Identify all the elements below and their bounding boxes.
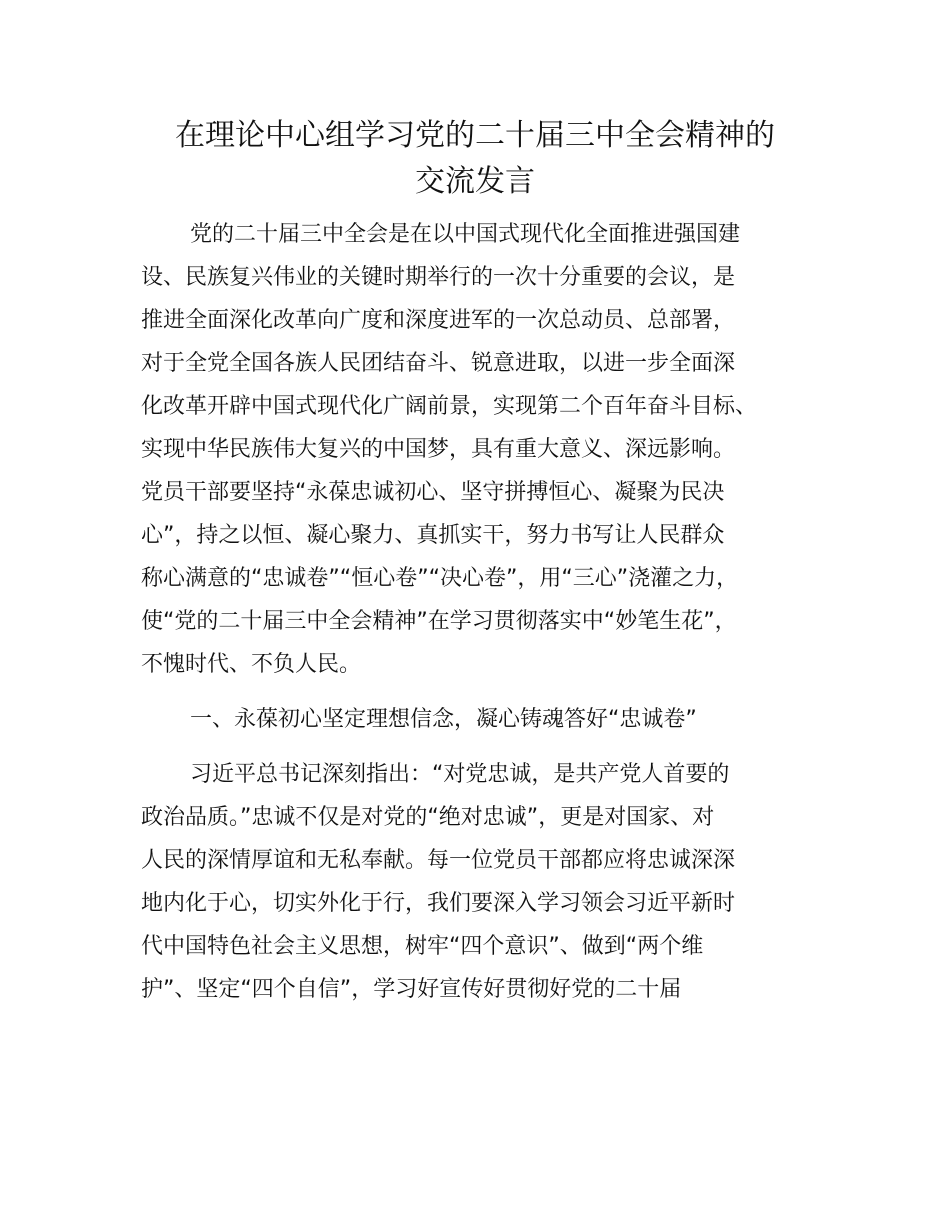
document-title-line-1: 在理论中心组学习党的二十届三中全会精神的	[175, 118, 775, 153]
paragraph-1-line-11: 不愧时代、不负人民。	[141, 652, 362, 677]
paragraph-1-line-3: 推进全面深化改革向广度和深度进军的一次总动员、总部署，	[141, 308, 736, 333]
paragraph-1-line-2: 设、民族复兴伟业的关键时期举行的一次十分重要的会议，是	[141, 265, 736, 290]
paragraph-1-line-8: 心”，持之以恒、凝心聚力、真抓实干，努力书写让人民群众	[141, 523, 725, 548]
paragraph-1-line-6: 实现中华民族伟大复兴的中国梦，具有重大意义、深远影响。	[141, 437, 736, 462]
paragraph-2-line-5: 代中国特色社会主义思想，树牢“四个意识”、做到“两个维	[141, 934, 704, 959]
paragraph-1-line-4: 对于全党全国各族人民团结奋斗、锐意进取，以进一步全面深	[141, 351, 736, 376]
paragraph-2-line-4: 地内化于心，切实外化于行，我们要深入学习领会习近平新时	[141, 891, 736, 916]
paragraph-2-line-1: 习近平总书记深刻指出：“对党忠诚，是共产党人首要的	[190, 762, 730, 787]
paragraph-1-line-10: 使“党的二十届三中全会精神”在学习贯彻落实中“妙笔生花”，	[141, 609, 737, 634]
document-title-line-2: 交流发言	[415, 164, 535, 199]
paragraph-1-line-1: 党的二十届三中全会是在以中国式现代化全面推进强国建	[190, 222, 741, 247]
paragraph-2-line-2: 政治品质。”忠诚不仅是对党的“绝对忠诚”，更是对国家、对	[141, 805, 715, 830]
paragraph-1-line-7: 党员干部要坚持“永葆忠诚初心、坚守拼搏恒心、凝聚为民决	[141, 480, 725, 505]
paragraph-1-line-5: 化改革开辟中国式现代化广阔前景，实现第二个百年奋斗目标、	[141, 394, 758, 419]
paragraph-2-line-3: 人民的深情厚谊和无私奉献。每一位党员干部都应将忠诚深深	[141, 848, 736, 873]
section-heading-1: 一、永葆初心坚定理想信念，凝心铸魂答好“忠诚卷”	[190, 707, 697, 732]
paragraph-1-line-9: 称心满意的“忠诚卷”“恒心卷”“决心卷”，用“三心”浇灌之力，	[141, 566, 739, 591]
paragraph-2-line-6: 护”、坚定“四个自信”，学习好宣传好贯彻好党的二十届	[141, 977, 682, 1002]
